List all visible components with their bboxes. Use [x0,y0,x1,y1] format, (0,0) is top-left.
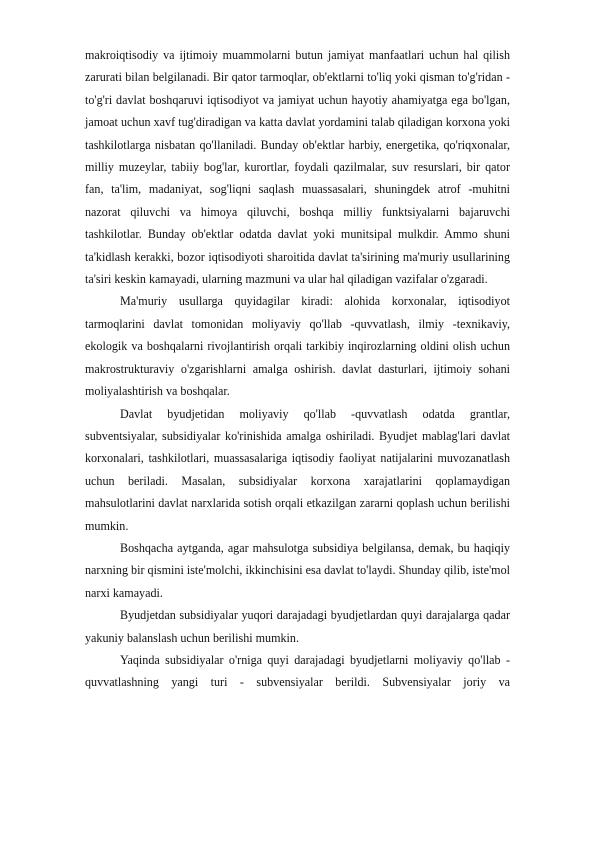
paragraph-subventions: Yaqinda subsidiyalar o'rniga quyi darajadagi byudjetlarni moliyaviy qo'llab -quvvatlashning yangi turi - subvensiyalar berildi. Subvensiyalar joriy va [85,652,510,690]
paragraph-continuation: makroiqtisodiy va ijtimoiy muammolarni butun jamiyat manfaatlari uchun hal qilish zarurati bilan belgilanadi. Bir qator tarmoqlar, ob'ektlarni to'liq yoki qisman to'g'ridan -to'g'ri davlat boshqaruvi iqtisodiyot va jamiyat uchun hayotiy ahamiyatga ega bo'lgan, jamoat uchun xavf tug'diradigan va katta davlat yordamini talab qiladigan korxona yoki tashkilotlarga nisbatan qo'llaniladi. Bunday ob'ektlar harbiy, energetika, qo'riqxonalar, milliy muzeylar, tabiiy bog'lar, kurortlar, foydali qazilmalar, suv resurslari, bir qator fan, ta'lim, madaniyat, sog'liqni saqlash muassasalari, shuningdek atrof -muhitni nazorat qiluvchi va himoya qiluvchi, boshqa milliy funktsiyalarni bajaruvchi tashkilotlar. Bunday ob'ektlar odatda davlat yoki munitsipal mulkdir. Ammo shuni ta'kidlash kerakki, bozor iqtisodiyoti sharoitida davlat ta'sirining ma'muriy usullarining ta'siri keskin kamayadi, ularning mazmuni va ular hal qiladigan vazifalar o'zgaradi. [85,48,510,287]
paragraph-subsidy-explanation: Boshqacha aytganda, agar mahsulotga subsidiya belgilansa, demak, bu haqiqiy narxning bir qismini iste'molchi, ikkinchisini esa davlat to'laydi. Shunday qilib, iste'mol narxi kamayadi. [85,540,510,600]
body-text [85,44,510,694]
paragraph-administrative-methods: Ma'muriy usullarga quyidagilar kiradi: alohida korxonalar, iqtisodiyot tarmoqlarini davlat tomonidan moliyaviy qo'llab -quvvatlash, ilmiy -texnikaviy, ekologik va boshqalarni rivojlantirish orqali tarkibiy inqirozlarning oldini olish uchun makrostrukturaviy o'zgarishlarni amalga oshirish. davlat dasturlari, ijtimoiy sohani moliyalashtirish va boshqalar. [85,294,510,399]
paragraph-budget-support: Davlat byudjetidan moliyaviy qo'llab -quvvatlash odatda grantlar, subventsiyalar, subsidiyalar ko'rinishida amalga oshiriladi. Byudjet mablag'lari davlat korxonalari, tashkilotlari, muassasalariga iqtisodiy faoliyat natijalarini muvozanatlash uchun beriladi. Masalan, subsidiyalar korxona xarajatlarini qoplamaydigan mahsulotlarini davlat narxlarida sotish orqali etkazilgan zararni qoplash uchun berilishi mumkin. [85,406,510,533]
paragraph-budget-subsidies: Byudjetdan subsidiyalar yuqori darajadagi byudjetlardan quyi darajalarga qadar yakuniy balanslash uchun berilishi mumkin. [85,608,510,645]
